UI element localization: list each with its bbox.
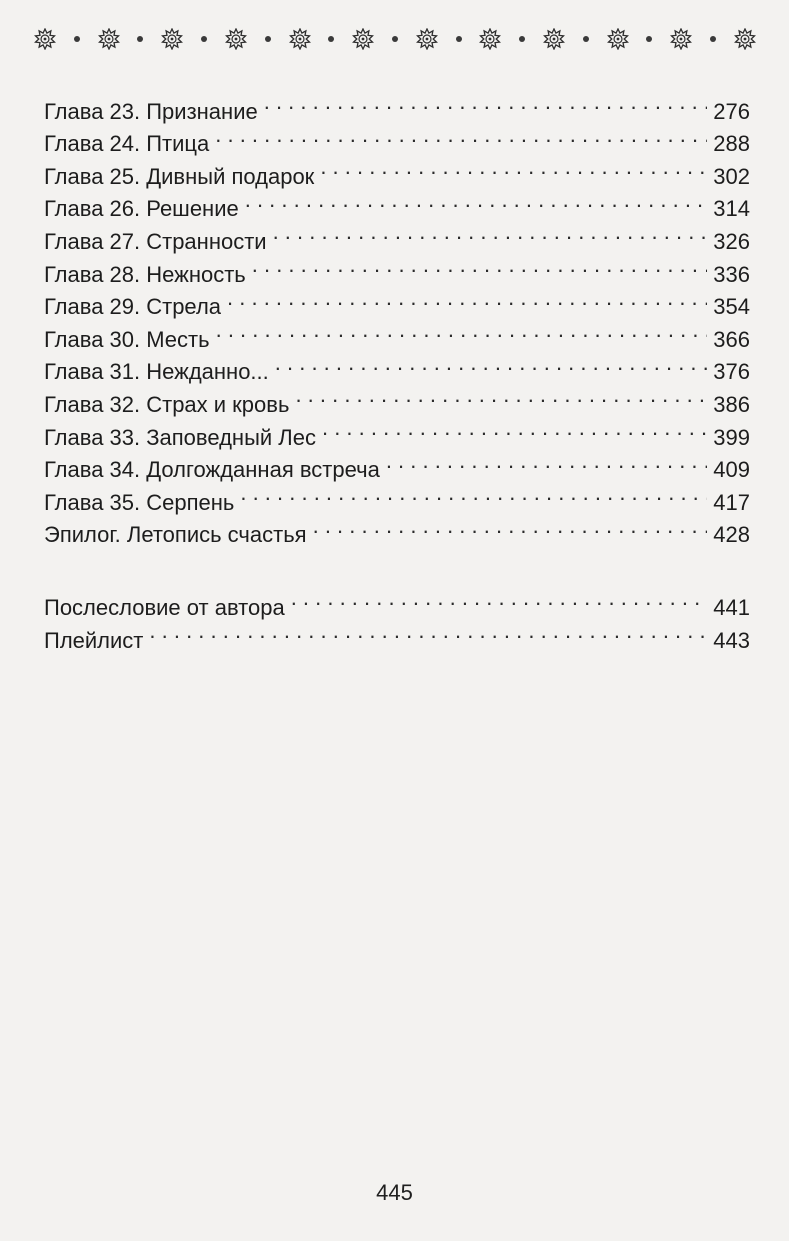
ornament-flower-icon: [352, 28, 374, 50]
toc-entry-page: 409: [713, 457, 750, 483]
ornament-flower-icon: [543, 28, 565, 50]
table-of-contents: [44, 86, 750, 653]
toc-entry-title: Глава 35. Серпень: [44, 489, 235, 515]
toc-extra-entry: [44, 615, 750, 653]
toc-entry-page: 314: [713, 196, 750, 222]
toc-entry-page: 441: [713, 594, 750, 620]
toc-entry-title: Глава 31. Нежданно...: [44, 359, 269, 385]
toc-entry-title: Глава 28. Нежность: [44, 261, 246, 287]
toc-leader-dots: [313, 510, 708, 543]
toc-entry-title: Плейлист: [44, 627, 144, 653]
ornament-dot-icon: [74, 36, 80, 42]
toc-leader-dots: [149, 615, 707, 648]
toc-leader-dots: [264, 86, 708, 119]
ornament-dot-icon: [583, 36, 589, 42]
toc-leader-dots: [273, 216, 708, 249]
ornament-dot-icon: [328, 36, 334, 42]
toc-entry-page: 366: [713, 326, 750, 352]
ornament-dot-icon: [519, 36, 525, 42]
toc-entry-title: Глава 26. Решение: [44, 196, 239, 222]
toc-entry-page: 326: [713, 228, 750, 254]
ornament-flower-icon: [416, 28, 438, 50]
toc-leader-dots: [386, 445, 707, 478]
toc-leader-dots: [227, 282, 707, 315]
ornament-flower-icon: [98, 28, 120, 50]
ornament-flower-icon: [161, 28, 183, 50]
ornament-flower-icon: [479, 28, 501, 50]
ornament-dot-icon: [137, 36, 143, 42]
header-ornament-row: [34, 26, 756, 52]
toc-leader-dots: [252, 249, 708, 282]
ornament-dot-icon: [456, 36, 462, 42]
toc-leader-dots: [291, 582, 708, 615]
toc-entry-page: 376: [713, 359, 750, 385]
ornament-flower-icon: [34, 28, 56, 50]
toc-entry-page: 336: [713, 261, 750, 287]
toc-entry-title: Глава 34. Долгожданная встреча: [44, 457, 380, 483]
ornament-flower-icon: [734, 28, 756, 50]
toc-leader-dots: [216, 314, 708, 347]
toc-entry-title: Глава 25. Дивный подарок: [44, 163, 315, 189]
ornament-dot-icon: [265, 36, 271, 42]
toc-entry-page: 443: [713, 627, 750, 653]
ornament-dot-icon: [646, 36, 652, 42]
toc-leader-dots: [215, 119, 707, 152]
ornament-dot-icon: [710, 36, 716, 42]
toc-entry-title: Эпилог. Летопись счастья: [44, 522, 307, 548]
toc-entry-title: Глава 24. Птица: [44, 131, 210, 157]
toc-leader-dots: [245, 184, 708, 217]
toc-entry-page: 399: [713, 424, 750, 450]
toc-entry-title: Глава 23. Признание: [44, 98, 258, 124]
ornament-dot-icon: [392, 36, 398, 42]
toc-entry-title: Глава 32. Страх и кровь: [44, 391, 290, 417]
toc-entry-page: 302: [713, 163, 750, 189]
toc-entry-page: 354: [713, 294, 750, 320]
toc-entry-page: 428: [713, 522, 750, 548]
toc-extra-entry: [44, 582, 750, 620]
toc-leader-dots: [320, 151, 707, 184]
toc-entry-title: Глава 33. Заповедный Лес: [44, 424, 316, 450]
toc-entry-title: Глава 27. Странности: [44, 228, 267, 254]
toc-entry-page: 417: [713, 489, 750, 515]
toc-entry-page: 288: [713, 131, 750, 157]
toc-leader-dots: [295, 379, 707, 412]
toc-entry-title: Глава 29. Стрела: [44, 294, 222, 320]
toc-leader-dots: [322, 412, 707, 445]
toc-entry-title: Послесловие от автора: [44, 594, 285, 620]
ornament-flower-icon: [670, 28, 692, 50]
page-number: 445: [376, 1180, 413, 1205]
ornament-flower-icon: [289, 28, 311, 50]
toc-leader-dots: [275, 347, 708, 380]
toc-entry: [44, 86, 750, 124]
toc-entry-page: 386: [713, 391, 750, 417]
toc-entry-title: Глава 30. Месть: [44, 326, 210, 352]
ornament-flower-icon: [225, 28, 247, 50]
ornament-flower-icon: [607, 28, 629, 50]
toc-leader-dots: [240, 477, 707, 510]
toc-entry-page: 276: [713, 98, 750, 124]
ornament-dot-icon: [201, 36, 207, 42]
